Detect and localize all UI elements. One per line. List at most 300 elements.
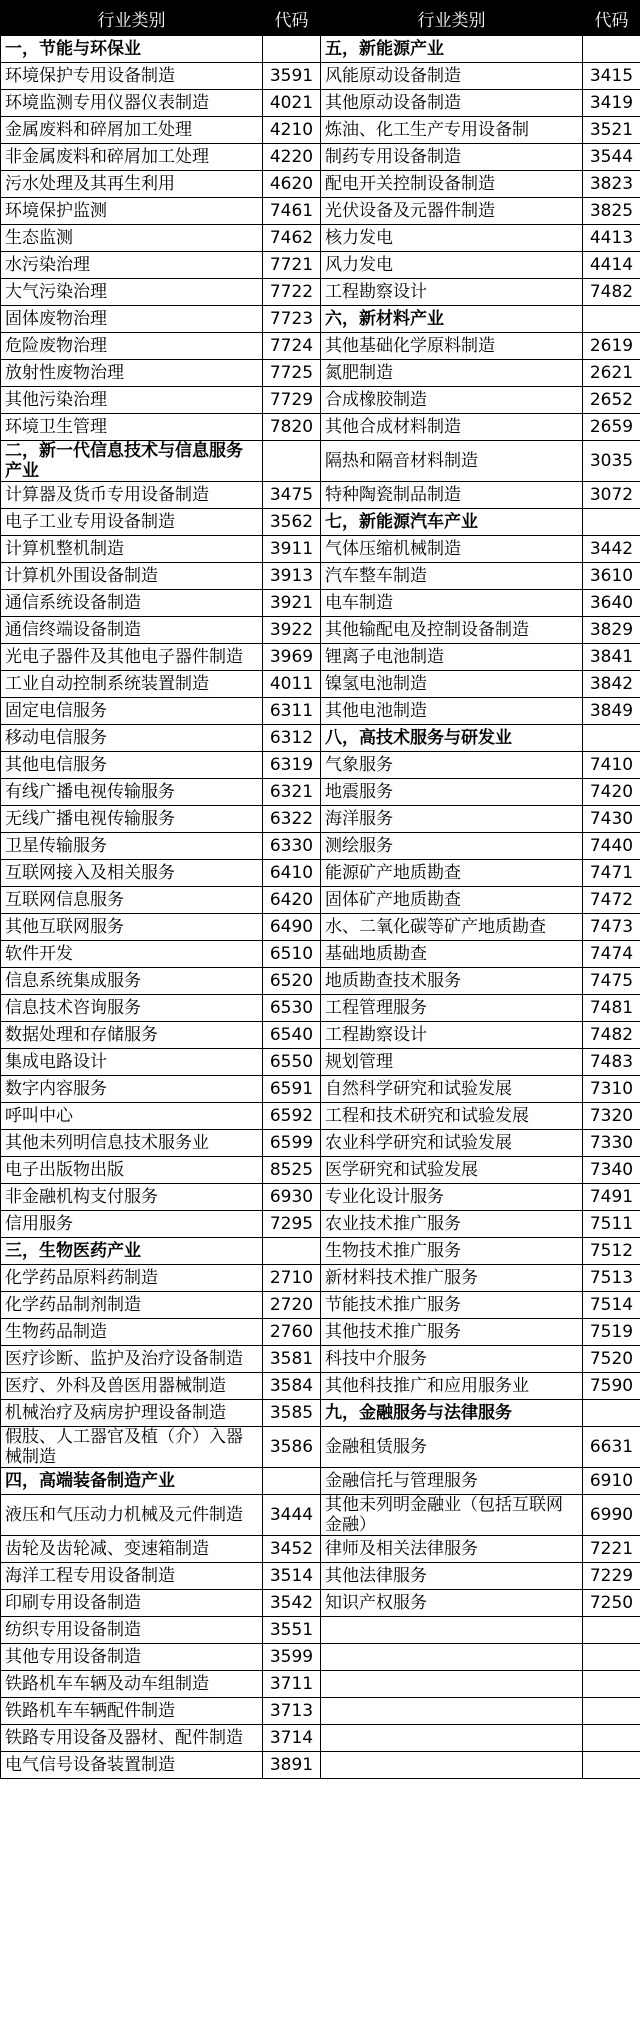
table-row <box>1 171 640 198</box>
code-left-cell: 7725 <box>263 360 321 387</box>
category-right-cell: 生物技术推广服务 <box>321 1238 583 1265</box>
category-right-cell: 五，新能源产业 <box>321 36 583 63</box>
category-left-cell: 四，高端装备制造产业 <box>1 1468 263 1495</box>
category-right-cell: 新材料技术推广服务 <box>321 1265 583 1292</box>
code-left-cell: 6930 <box>263 1184 321 1211</box>
category-left-cell: 水污染治理 <box>1 252 263 279</box>
code-left-cell: 6490 <box>263 914 321 941</box>
table-row <box>1 1211 640 1238</box>
category-left-cell: 齿轮及齿轮减、变速箱制造 <box>1 1536 263 1563</box>
category-right-cell: 金融租赁服务 <box>321 1427 583 1468</box>
table-row <box>1 887 640 914</box>
category-right-cell <box>321 1725 583 1752</box>
category-left-cell: 放射性废物治理 <box>1 360 263 387</box>
table-row <box>1 1644 640 1671</box>
category-right-cell: 其他合成材料制造 <box>321 414 583 441</box>
code-left-cell: 4011 <box>263 671 321 698</box>
table-body <box>1 36 640 1779</box>
code-left-cell: 6319 <box>263 752 321 779</box>
category-right-cell: 六，新材料产业 <box>321 306 583 333</box>
table-row <box>1 617 640 644</box>
code-right-cell: 3419 <box>583 90 640 117</box>
code-right-cell: 3829 <box>583 617 640 644</box>
category-left-cell: 化学药品制剂制造 <box>1 1292 263 1319</box>
category-left-cell: 软件开发 <box>1 941 263 968</box>
code-right-cell: 3849 <box>583 698 640 725</box>
category-right-cell: 电车制造 <box>321 590 583 617</box>
category-left-cell: 三，生物医药产业 <box>1 1238 263 1265</box>
table-row <box>1 279 640 306</box>
code-left-cell: 3922 <box>263 617 321 644</box>
code-right-cell: 2652 <box>583 387 640 414</box>
code-right-cell: 7473 <box>583 914 640 941</box>
code-left-cell: 3551 <box>263 1617 321 1644</box>
category-right-cell: 规划管理 <box>321 1049 583 1076</box>
category-left-cell: 集成电路设计 <box>1 1049 263 1076</box>
code-right-cell: 3521 <box>583 117 640 144</box>
code-right-cell: 4414 <box>583 252 640 279</box>
table-row <box>1 1373 640 1400</box>
category-right-cell: 工程和技术研究和试验发展 <box>321 1103 583 1130</box>
code-left-cell: 3475 <box>263 482 321 509</box>
category-right-cell: 金融信托与管理服务 <box>321 1468 583 1495</box>
code-right-cell <box>583 1644 640 1671</box>
code-left-cell: 3969 <box>263 644 321 671</box>
table-row <box>1 441 640 482</box>
table-row <box>1 1536 640 1563</box>
code-right-cell <box>583 1671 640 1698</box>
code-left-cell: 6311 <box>263 698 321 725</box>
category-right-cell: 农业技术推广服务 <box>321 1211 583 1238</box>
code-right-cell: 3640 <box>583 590 640 617</box>
table-row <box>1 360 640 387</box>
code-right-cell: 3842 <box>583 671 640 698</box>
code-left-cell: 3714 <box>263 1725 321 1752</box>
code-right-cell: 3415 <box>583 63 640 90</box>
code-left-cell: 6591 <box>263 1076 321 1103</box>
table-row <box>1 90 640 117</box>
code-right-cell: 3035 <box>583 441 640 482</box>
table-row <box>1 590 640 617</box>
code-right-cell: 7482 <box>583 1022 640 1049</box>
code-right-cell: 7330 <box>583 1130 640 1157</box>
code-right-cell: 7519 <box>583 1319 640 1346</box>
code-left-cell: 3586 <box>263 1427 321 1468</box>
code-right-cell <box>583 1725 640 1752</box>
code-left-cell: 3891 <box>263 1752 321 1779</box>
category-left-cell: 铁路机车车辆配件制造 <box>1 1698 263 1725</box>
code-left-cell: 6410 <box>263 860 321 887</box>
code-left-cell: 3913 <box>263 563 321 590</box>
code-right-cell: 3544 <box>583 144 640 171</box>
code-left-cell: 7461 <box>263 198 321 225</box>
code-left-cell <box>263 441 321 482</box>
category-right-cell <box>321 1671 583 1698</box>
category-right-cell: 氮肥制造 <box>321 360 583 387</box>
code-right-cell: 3072 <box>583 482 640 509</box>
category-left-cell: 数据处理和存储服务 <box>1 1022 263 1049</box>
table-row <box>1 833 640 860</box>
category-right-cell: 固体矿产地质勘查 <box>321 887 583 914</box>
code-left-cell <box>263 1468 321 1495</box>
category-left-cell: 生物药品制造 <box>1 1319 263 1346</box>
category-left-cell: 纺织专用设备制造 <box>1 1617 263 1644</box>
code-right-cell: 7483 <box>583 1049 640 1076</box>
table-row <box>1 671 640 698</box>
category-right-cell: 能源矿产地质勘查 <box>321 860 583 887</box>
category-left-cell: 信息系统集成服务 <box>1 968 263 995</box>
code-right-cell: 7340 <box>583 1157 640 1184</box>
category-left-cell: 非金属废料和碎屑加工处理 <box>1 144 263 171</box>
category-right-cell: 海洋服务 <box>321 806 583 833</box>
header-category-right: 行业类别 <box>321 1 583 36</box>
category-right-cell: 其他法律服务 <box>321 1563 583 1590</box>
category-left-cell: 其他电信服务 <box>1 752 263 779</box>
code-left-cell: 2710 <box>263 1265 321 1292</box>
code-left-cell: 3514 <box>263 1563 321 1590</box>
table-row <box>1 198 640 225</box>
code-right-cell <box>583 1752 640 1779</box>
code-left-cell: 6321 <box>263 779 321 806</box>
category-left-cell: 卫星传输服务 <box>1 833 263 860</box>
table-row <box>1 1103 640 1130</box>
code-left-cell: 7721 <box>263 252 321 279</box>
code-left-cell <box>263 1238 321 1265</box>
category-left-cell: 化学药品原料药制造 <box>1 1265 263 1292</box>
table-row <box>1 1346 640 1373</box>
table-row <box>1 306 640 333</box>
table-row <box>1 860 640 887</box>
code-left-cell: 7724 <box>263 333 321 360</box>
table-row <box>1 1590 640 1617</box>
header-row <box>1 1 640 36</box>
code-right-cell: 7512 <box>583 1238 640 1265</box>
table-row <box>1 536 640 563</box>
code-left-cell: 7295 <box>263 1211 321 1238</box>
category-right-cell: 九，金融服务与法律服务 <box>321 1400 583 1427</box>
category-right-cell: 医学研究和试验发展 <box>321 1157 583 1184</box>
category-left-cell: 移动电信服务 <box>1 725 263 752</box>
category-right-cell: 律师及相关法律服务 <box>321 1536 583 1563</box>
category-right-cell: 气象服务 <box>321 752 583 779</box>
category-right-cell: 地质勘查技术服务 <box>321 968 583 995</box>
code-left-cell: 6550 <box>263 1049 321 1076</box>
code-right-cell: 6990 <box>583 1495 640 1536</box>
code-right-cell <box>583 306 640 333</box>
code-left-cell: 2720 <box>263 1292 321 1319</box>
category-right-cell: 其他电池制造 <box>321 698 583 725</box>
table-row <box>1 563 640 590</box>
category-left-cell: 电子工业专用设备制造 <box>1 509 263 536</box>
table-row <box>1 252 640 279</box>
category-right-cell <box>321 1617 583 1644</box>
table-row <box>1 1725 640 1752</box>
category-right-cell: 其他输配电及控制设备制造 <box>321 617 583 644</box>
code-right-cell <box>583 1617 640 1644</box>
table-row <box>1 1427 640 1468</box>
category-left-cell: 无线广播电视传输服务 <box>1 806 263 833</box>
table-row <box>1 1076 640 1103</box>
code-left-cell: 6330 <box>263 833 321 860</box>
category-right-cell: 特种陶瓷制品制造 <box>321 482 583 509</box>
category-left-cell: 其他专用设备制造 <box>1 1644 263 1671</box>
table-row <box>1 63 640 90</box>
code-right-cell <box>583 509 640 536</box>
category-left-cell: 非金融机构支付服务 <box>1 1184 263 1211</box>
category-left-cell: 环境保护专用设备制造 <box>1 63 263 90</box>
code-left-cell: 8525 <box>263 1157 321 1184</box>
category-right-cell <box>321 1698 583 1725</box>
category-right-cell: 其他原动设备制造 <box>321 90 583 117</box>
code-right-cell: 7482 <box>583 279 640 306</box>
table-row <box>1 1468 640 1495</box>
code-right-cell: 7491 <box>583 1184 640 1211</box>
table-row <box>1 644 640 671</box>
code-right-cell <box>583 725 640 752</box>
category-right-cell: 工程勘察设计 <box>321 279 583 306</box>
category-left-cell: 电子出版物出版 <box>1 1157 263 1184</box>
category-left-cell: 铁路机车车辆及动车组制造 <box>1 1671 263 1698</box>
category-right-cell: 其他技术推广服务 <box>321 1319 583 1346</box>
code-left-cell: 3584 <box>263 1373 321 1400</box>
code-right-cell: 3841 <box>583 644 640 671</box>
category-right-cell: 汽车整车制造 <box>321 563 583 590</box>
code-right-cell: 7420 <box>583 779 640 806</box>
category-left-cell: 假肢、人工器官及植（介）入器械制造 <box>1 1427 263 1468</box>
code-right-cell: 3825 <box>583 198 640 225</box>
category-right-cell: 隔热和隔音材料制造 <box>321 441 583 482</box>
table-row <box>1 1698 640 1725</box>
category-left-cell: 机械治疗及病房护理设备制造 <box>1 1400 263 1427</box>
code-left-cell: 6530 <box>263 995 321 1022</box>
category-left-cell: 金属废料和碎屑加工处理 <box>1 117 263 144</box>
code-left-cell: 4220 <box>263 144 321 171</box>
category-left-cell: 其他未列明信息技术服务业 <box>1 1130 263 1157</box>
code-left-cell: 6322 <box>263 806 321 833</box>
category-right-cell: 地震服务 <box>321 779 583 806</box>
table-row <box>1 1752 640 1779</box>
code-right-cell: 7472 <box>583 887 640 914</box>
code-right-cell: 7471 <box>583 860 640 887</box>
code-left-cell: 7723 <box>263 306 321 333</box>
code-left-cell: 6312 <box>263 725 321 752</box>
table-row <box>1 387 640 414</box>
table-row <box>1 1022 640 1049</box>
table-row <box>1 1671 640 1698</box>
category-right-cell <box>321 1752 583 1779</box>
code-right-cell: 7475 <box>583 968 640 995</box>
code-left-cell: 3581 <box>263 1346 321 1373</box>
code-right-cell: 7430 <box>583 806 640 833</box>
category-left-cell: 呼叫中心 <box>1 1103 263 1130</box>
category-right-cell: 水、二氧化碳等矿产地质勘查 <box>321 914 583 941</box>
code-left-cell: 6520 <box>263 968 321 995</box>
code-left-cell: 7722 <box>263 279 321 306</box>
category-left-cell: 环境监测专用仪器仪表制造 <box>1 90 263 117</box>
code-right-cell: 7590 <box>583 1373 640 1400</box>
category-left-cell: 医疗、外科及兽医用器械制造 <box>1 1373 263 1400</box>
category-left-cell: 有线广播电视传输服务 <box>1 779 263 806</box>
code-right-cell: 7513 <box>583 1265 640 1292</box>
table-row <box>1 806 640 833</box>
category-right-cell: 气体压缩机械制造 <box>321 536 583 563</box>
code-right-cell: 6910 <box>583 1468 640 1495</box>
code-right-cell: 7410 <box>583 752 640 779</box>
code-right-cell: 3823 <box>583 171 640 198</box>
table-row <box>1 1130 640 1157</box>
category-right-cell: 合成橡胶制造 <box>321 387 583 414</box>
category-right-cell: 炼油、化工生产专用设备制 <box>321 117 583 144</box>
table-row <box>1 1292 640 1319</box>
table-row <box>1 1184 640 1211</box>
table-row <box>1 1617 640 1644</box>
table-row <box>1 1265 640 1292</box>
header-code-right: 代码 <box>583 1 640 36</box>
category-left-cell: 其他互联网服务 <box>1 914 263 941</box>
category-left-cell: 大气污染治理 <box>1 279 263 306</box>
category-right-cell: 其他未列明金融业（包括互联网金融） <box>321 1495 583 1536</box>
code-left-cell: 4021 <box>263 90 321 117</box>
category-left-cell: 其他污染治理 <box>1 387 263 414</box>
code-left-cell: 6540 <box>263 1022 321 1049</box>
category-left-cell: 环境卫生管理 <box>1 414 263 441</box>
category-left-cell: 计算机整机制造 <box>1 536 263 563</box>
code-left-cell: 3711 <box>263 1671 321 1698</box>
code-left-cell: 6420 <box>263 887 321 914</box>
code-left-cell: 3713 <box>263 1698 321 1725</box>
code-right-cell: 3442 <box>583 536 640 563</box>
category-right-cell: 工程管理服务 <box>321 995 583 1022</box>
category-left-cell: 计算机外围设备制造 <box>1 563 263 590</box>
category-left-cell: 海洋工程专用设备制造 <box>1 1563 263 1590</box>
table-row <box>1 1049 640 1076</box>
code-left-cell: 4210 <box>263 117 321 144</box>
code-left-cell: 3921 <box>263 590 321 617</box>
category-right-cell: 专业化设计服务 <box>321 1184 583 1211</box>
table-row <box>1 509 640 536</box>
code-left-cell: 3911 <box>263 536 321 563</box>
category-left-cell: 生态监测 <box>1 225 263 252</box>
category-right-cell: 七，新能源汽车产业 <box>321 509 583 536</box>
code-left-cell: 3585 <box>263 1400 321 1427</box>
table-row <box>1 482 640 509</box>
category-left-cell: 污水处理及其再生利用 <box>1 171 263 198</box>
category-right-cell: 自然科学研究和试验发展 <box>321 1076 583 1103</box>
category-right-cell <box>321 1644 583 1671</box>
category-right-cell: 制药专用设备制造 <box>321 144 583 171</box>
code-right-cell: 4413 <box>583 225 640 252</box>
category-left-cell: 一，节能与环保业 <box>1 36 263 63</box>
table-row <box>1 117 640 144</box>
category-left-cell: 环境保护监测 <box>1 198 263 225</box>
code-left-cell <box>263 36 321 63</box>
category-left-cell: 光电子器件及其他电子器件制造 <box>1 644 263 671</box>
category-left-cell: 印刷专用设备制造 <box>1 1590 263 1617</box>
table-row <box>1 36 640 63</box>
category-right-cell: 风能原动设备制造 <box>321 63 583 90</box>
code-right-cell: 7474 <box>583 941 640 968</box>
category-left-cell: 通信系统设备制造 <box>1 590 263 617</box>
table-row <box>1 1238 640 1265</box>
code-left-cell: 3444 <box>263 1495 321 1536</box>
code-left-cell: 3591 <box>263 63 321 90</box>
category-left-cell: 固定电信服务 <box>1 698 263 725</box>
code-right-cell: 7511 <box>583 1211 640 1238</box>
code-right-cell: 2619 <box>583 333 640 360</box>
category-right-cell: 其他基础化学原料制造 <box>321 333 583 360</box>
code-left-cell: 3562 <box>263 509 321 536</box>
table-row <box>1 1157 640 1184</box>
code-right-cell: 7229 <box>583 1563 640 1590</box>
code-right-cell: 6631 <box>583 1427 640 1468</box>
table-row <box>1 414 640 441</box>
category-right-cell: 农业科学研究和试验发展 <box>321 1130 583 1157</box>
code-left-cell: 6592 <box>263 1103 321 1130</box>
table-row <box>1 1563 640 1590</box>
table-row <box>1 333 640 360</box>
table-row <box>1 968 640 995</box>
table-row <box>1 941 640 968</box>
category-right-cell: 其他科技推广和应用服务业 <box>321 1373 583 1400</box>
category-left-cell: 液压和气压动力机械及元件制造 <box>1 1495 263 1536</box>
category-right-cell: 配电开关控制设备制造 <box>321 171 583 198</box>
category-left-cell: 互联网信息服务 <box>1 887 263 914</box>
code-left-cell: 3452 <box>263 1536 321 1563</box>
code-right-cell: 2659 <box>583 414 640 441</box>
table-row <box>1 725 640 752</box>
table-row <box>1 1319 640 1346</box>
code-left-cell: 3542 <box>263 1590 321 1617</box>
code-left-cell: 7729 <box>263 387 321 414</box>
code-right-cell: 3610 <box>583 563 640 590</box>
table-row <box>1 752 640 779</box>
code-left-cell: 3599 <box>263 1644 321 1671</box>
code-right-cell <box>583 1698 640 1725</box>
code-right-cell: 7440 <box>583 833 640 860</box>
code-right-cell: 7310 <box>583 1076 640 1103</box>
code-left-cell: 4620 <box>263 171 321 198</box>
category-right-cell: 工程勘察设计 <box>321 1022 583 1049</box>
category-left-cell: 工业自动控制系统装置制造 <box>1 671 263 698</box>
code-left-cell: 7462 <box>263 225 321 252</box>
code-left-cell: 6510 <box>263 941 321 968</box>
code-right-cell: 7481 <box>583 995 640 1022</box>
category-left-cell: 数字内容服务 <box>1 1076 263 1103</box>
category-right-cell: 锂离子电池制造 <box>321 644 583 671</box>
code-right-cell: 2621 <box>583 360 640 387</box>
category-left-cell: 危险废物治理 <box>1 333 263 360</box>
table-row <box>1 1400 640 1427</box>
category-right-cell: 八，高技术服务与研发业 <box>321 725 583 752</box>
code-right-cell: 7221 <box>583 1536 640 1563</box>
category-right-cell: 测绘服务 <box>321 833 583 860</box>
code-right-cell: 7514 <box>583 1292 640 1319</box>
code-right-cell <box>583 1400 640 1427</box>
code-right-cell: 7520 <box>583 1346 640 1373</box>
category-right-cell: 风力发电 <box>321 252 583 279</box>
header-code-left: 代码 <box>263 1 321 36</box>
table-row <box>1 1495 640 1536</box>
header-category-left: 行业类别 <box>1 1 263 36</box>
category-left-cell: 信用服务 <box>1 1211 263 1238</box>
table-row <box>1 779 640 806</box>
category-left-cell: 电气信号设备装置制造 <box>1 1752 263 1779</box>
category-left-cell: 信息技术咨询服务 <box>1 995 263 1022</box>
category-left-cell: 医疗诊断、监护及治疗设备制造 <box>1 1346 263 1373</box>
category-right-cell: 光伏设备及元器件制造 <box>321 198 583 225</box>
code-left-cell: 2760 <box>263 1319 321 1346</box>
code-left-cell: 6599 <box>263 1130 321 1157</box>
